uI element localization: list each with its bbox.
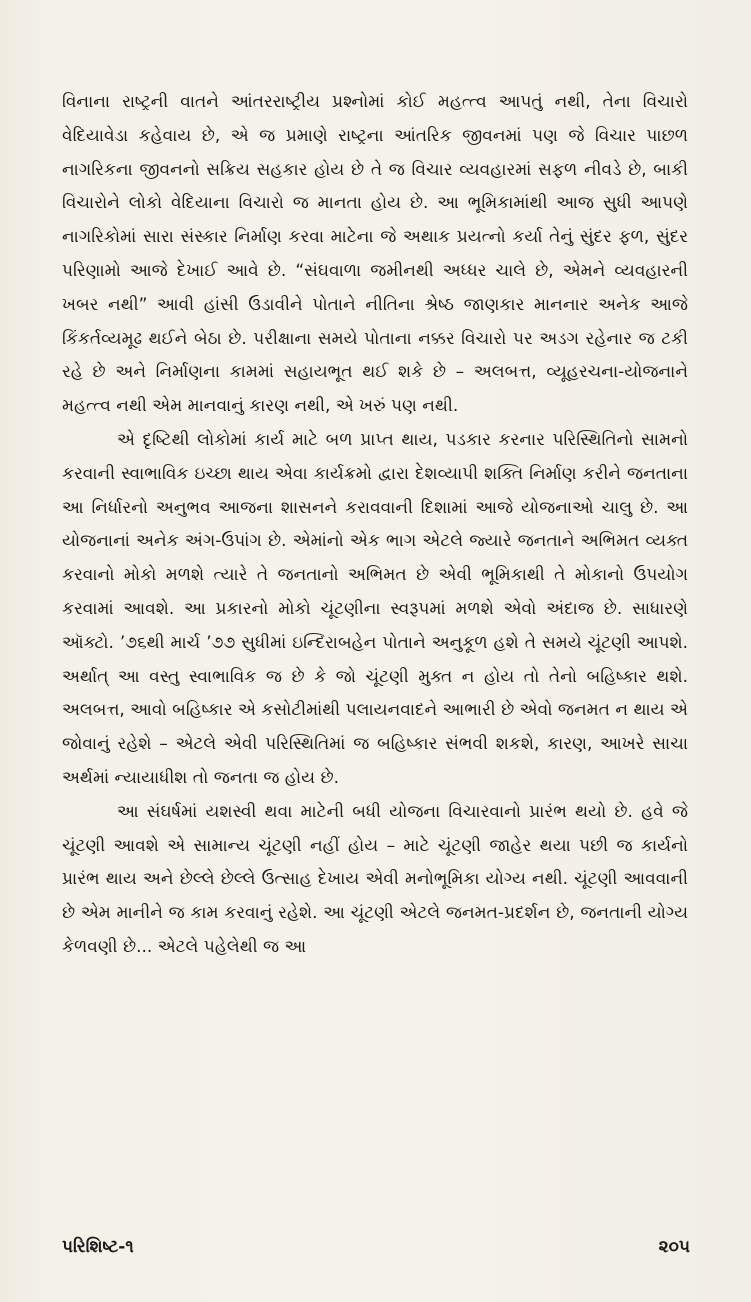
paragraph-2: એ દૃષ્ટિથી લોકોમાં કાર્ય માટે બળ પ્રાપ્ત થાય, પડકાર કરનાર પરિસ્થિતિનો સામનો કરવાની સ્વાભાવિક ઇચ્છા થાય એવા કાર્યક્રમો દ્વારા દેશવ્યાપી શક્તિ નિર્માણ કરીને જનતાના આ નિર્ધારનો અનુભવ આજના શાસનને કરાવવાની દિશામાં આજે યોજનાઓ ચાલુ છે. આ યોજનાનાં અનેક અંગ-ઉપાંગ છે. એમાંનો એક ભાગ એટલે જ્યારે જનતાને અભિમત વ્યક્ત કરવાનો મોકો મળશે ત્યારે તે જનતાનો અભિમત છે એવી ભૂમિકાથી તે મોકાનો ઉપયોગ કરવામાં આવશે. આ પ્રકારનો મોકો ચૂંટણીના સ્વરૂપમાં મળશે એવો અંદાજ છે. સાધારણે ઑક્ટો. ’૭૬થી માર્ચ ’૭૭ સુધીમાં ઇન્દિરાબહેન પોતાને અનુકૂળ હશે તે સમયે ચૂંટણી આપશે. અર્થાત્ આ વસ્તુ સ્વાભાવિક જ છે કે જો ચૂંટણી મુક્ત ન હોય તો તેનો બહિષ્કાર થશે. અલબત્ત, આવો બહિષ્કાર એ કસોટીમાંથી પલાયનવાદને આભારી છે એવો જનમત ન થાય એ જોવાનું રહેશે – એટલે એવી પરિસ્થિતિમાં જ બહિષ્કાર સંભવી શકશે, કારણ, આખરે સાચા અર્થમાં ન્યાયાધીશ તો જનતા જ હોય છે. (62, 429, 688, 788)
bleed-through-header (0, 6, 751, 20)
body-text (62, 86, 688, 965)
paragraph-3: આ સંઘર્ષમાં યશસ્વી થવા માટેની બધી યોજના વિચારવાનો પ્રારંભ થયો છે. હવે જે ચૂંટણી આવશે એ સામાન્ય ચૂંટણી નહીં હોય – માટે ચૂંટણી જાહેર થયા પછી જ કાર્યનો પ્રારંભ થાય અને છેલ્લે છેલ્લે ઉત્સાહ દેખાય એવી મનોભૂમિકા યોગ્ય નથી. ચૂંટણી આવવાની છે એમ માનીને જ કામ કરવાનું રહેશે. આ ચૂંટણી એટલે જનમત-પ્રદર્શન છે, જનતાની યોગ્ય કેળવણી છે... એટલે પહેલેથી જ આ (62, 801, 688, 957)
page-footer (62, 1237, 690, 1261)
paragraph-1: વિનાના રાષ્ટ્રની વાતને આંતરરાષ્ટ્રીય પ્રશ્નોમાં કોઈ મહત્ત્વ આપતું નથી, તેના વિચારો વેદિયાવેડા કહેવાય છે, એ જ પ્રમાણે રાષ્ટ્રના આંતરિક જીવનમાં પણ જે વિચાર પાછળ નાગરિકના જીવનનો સક્રિય સહકાર હોય છે તે જ વિચાર વ્યવહારમાં સફળ નીવડે છે, બાકી વિચારોને લોકો વેદિયાના વિચારો જ માનતા હોય છે. આ ભૂમિકામાંથી આજ સુધી આપણે નાગરિકોમાં સારા સંસ્કાર નિર્માણ કરવા માટેના જે અથાક પ્રયત્નો કર્યા તેનું સુંદર ફળ, સુંદર પરિણામો આજે દેખાઈ આવે છે. “સંઘવાળા જમીનથી અધ્ધર ચાલે છે, એમને વ્યવહારની ખબર નથી” આવી હાંસી ઉડાવીને પોતાને નીતિના શ્રેષ્ઠ જાણકાર માનનાર અનેક આજે કિંકર્તવ્યમૂઢ થઈને બેઠા છે. પરીક્ષાના સમયે પોતાના નક્કર વિચારો પર અડગ રહેનાર જ ટકી રહે છે અને નિર્માણના કામમાં સહાયભૂત થઈ શકે છે – અલબત્ત, વ્યૂહરચના-યોજનાને મહત્ત્વ નથી એમ માનવાનું કારણ નથી, એ ખરું પણ નથી. (62, 92, 688, 417)
page-number: ૨૦૫ (658, 1237, 690, 1257)
footer-section-label: પરિશિષ્ટ-૧ (62, 1237, 134, 1257)
